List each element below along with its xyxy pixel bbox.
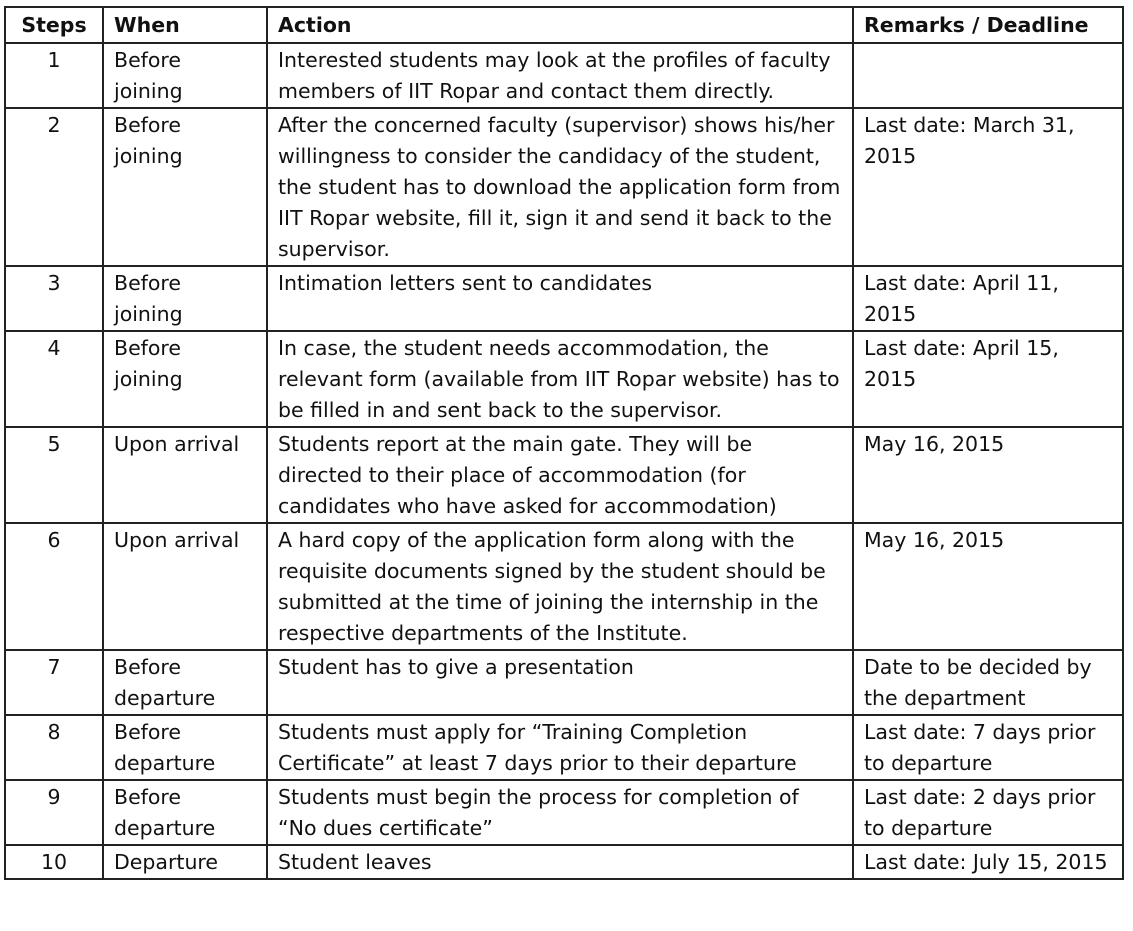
cell-when: Before departure (103, 715, 267, 780)
cell-when: Before joining (103, 331, 267, 427)
header-remarks: Remarks / Deadline (853, 7, 1123, 43)
cell-remarks: Last date: 7 days prior to departure (853, 715, 1123, 780)
cell-action: Intimation letters sent to candidates (267, 266, 853, 331)
header-when: When (103, 7, 267, 43)
cell-remarks: Date to be decided by the department (853, 650, 1123, 715)
table-row (5, 266, 1123, 331)
cell-when: Departure (103, 845, 267, 879)
table-row (5, 108, 1123, 266)
cell-remarks (853, 43, 1123, 108)
cell-action: Student has to give a presentation (267, 650, 853, 715)
cell-remarks: Last date: 2 days prior to departure (853, 780, 1123, 845)
table-row (5, 523, 1123, 650)
cell-remarks: May 16, 2015 (853, 427, 1123, 523)
table-row (5, 780, 1123, 845)
cell-when: Before joining (103, 43, 267, 108)
cell-step: 9 (5, 780, 103, 845)
internship-steps-table (4, 6, 1124, 880)
cell-remarks: Last date: July 15, 2015 (853, 845, 1123, 879)
cell-remarks: Last date: April 15, 2015 (853, 331, 1123, 427)
table-row (5, 427, 1123, 523)
header-action: Action (267, 7, 853, 43)
cell-action: Student leaves (267, 845, 853, 879)
cell-action: In case, the student needs accommodation, the relevant form (available from IIT Ropar website) has to be filled in and sent back to the supervisor. (267, 331, 853, 427)
cell-step: 3 (5, 266, 103, 331)
cell-step: 10 (5, 845, 103, 879)
cell-when: Before departure (103, 780, 267, 845)
cell-step: 7 (5, 650, 103, 715)
cell-action: Students must begin the process for completion of “No dues certificate” (267, 780, 853, 845)
cell-action: After the concerned faculty (supervisor) shows his/her willingness to consider the candidacy of the student, the student has to download the application form from IIT Ropar website, fill it, sign it and send it back to the supervisor. (267, 108, 853, 266)
cell-step: 1 (5, 43, 103, 108)
cell-step: 5 (5, 427, 103, 523)
header-row (5, 7, 1123, 43)
table-row (5, 43, 1123, 108)
cell-when: Upon arrival (103, 523, 267, 650)
cell-when: Upon arrival (103, 427, 267, 523)
table-row (5, 715, 1123, 780)
cell-action: Students report at the main gate. They will be directed to their place of accommodation (for candidates who have asked for accommodation) (267, 427, 853, 523)
cell-when: Before departure (103, 650, 267, 715)
cell-action: A hard copy of the application form along with the requisite documents signed by the student should be submitted at the time of joining the internship in the respective departments of the Institute. (267, 523, 853, 650)
cell-step: 8 (5, 715, 103, 780)
cell-step: 4 (5, 331, 103, 427)
cell-when: Before joining (103, 266, 267, 331)
table-row (5, 650, 1123, 715)
cell-remarks: Last date: April 11, 2015 (853, 266, 1123, 331)
cell-step: 6 (5, 523, 103, 650)
table-row (5, 331, 1123, 427)
cell-action: Students must apply for “Training Completion Certificate” at least 7 days prior to their departure (267, 715, 853, 780)
cell-step: 2 (5, 108, 103, 266)
cell-when: Before joining (103, 108, 267, 266)
cell-action: Interested students may look at the profiles of faculty members of IIT Ropar and contact them directly. (267, 43, 853, 108)
cell-remarks: Last date: March 31, 2015 (853, 108, 1123, 266)
header-steps: Steps (5, 7, 103, 43)
table-row (5, 845, 1123, 879)
cell-remarks: May 16, 2015 (853, 523, 1123, 650)
